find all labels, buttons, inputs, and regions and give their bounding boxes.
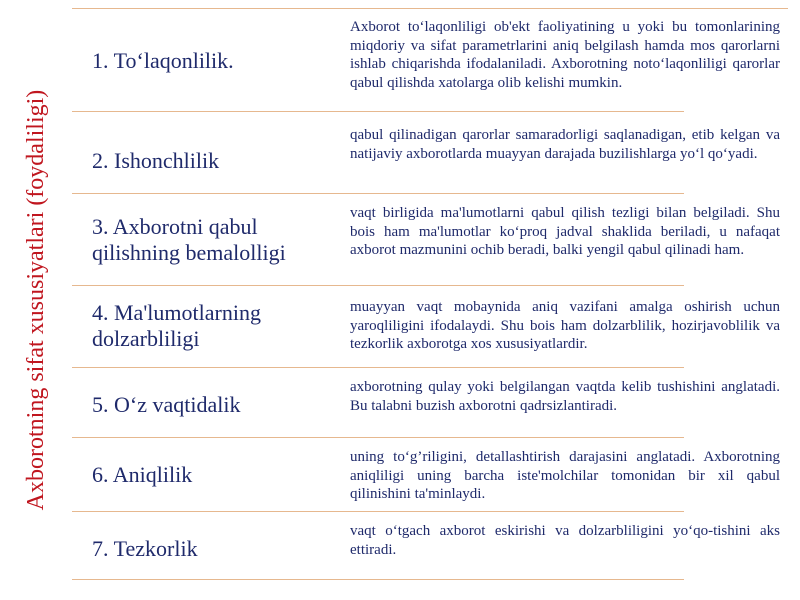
- item-title: 4. Ma'lumotlarning dolzarbliligi: [92, 300, 261, 351]
- properties-table: [72, 8, 788, 580]
- side-title: [16, 20, 56, 580]
- item-title: 3. Axborotni qabul qilishning bemalolligi: [92, 214, 286, 265]
- table-row: [72, 512, 788, 580]
- item-description: qabul qilinadigan qarorlar samaradorligi saqlanadigan, etib kelgan va natijaviy axborotlarda muayyan darajada buzilishlarga yo‘l qo‘yadi.: [350, 127, 780, 162]
- item-title: 1. To‘laqonlilik.: [92, 48, 234, 73]
- item-description: uning to‘g’riligini, detallashtirish darajasini anglatadi. Axborotning aniqliligi uning barcha iste'molchilar tomonidan bir xil qabul qilinishini ta'minlaydi.: [350, 449, 780, 502]
- table-row: [72, 438, 788, 512]
- table-row: [72, 112, 788, 194]
- item-description: axborotning qulay yoki belgilangan vaqtda kelib tushishini anglatadi. Bu talabni buzish axborotni qadrsizlantiradi.: [350, 379, 780, 414]
- item-title: 5. O‘z vaqtidalik: [92, 392, 241, 417]
- item-title: 2. Ishonchlilik: [92, 148, 220, 173]
- table-row: [72, 286, 788, 368]
- item-description: Axborot to‘laqonliligi ob'ekt faoliyatining u yoki bu tomonlarining miqdoriy va sifat parametrlarini aniq belgilash hamda mos qarorlarni ishlab chiqarishda ifodalaniladi. Axborotning noto‘laqonliligi qarorlar qabul qilishda xatolarga olib kelishi mumkin.: [350, 19, 780, 91]
- table-row: [72, 368, 788, 438]
- table-row: [72, 8, 788, 112]
- row-divider: [72, 579, 684, 580]
- item-description: muayyan vaqt mobaynida aniq vazifani amalga oshirish uchun yaroqliligini ifodalaydi. Shu bois ham dolzarblilik, hozirjavoblilik va tezkorlik axborotga xos xususiyatlardir.: [350, 299, 780, 352]
- table-row: [72, 194, 788, 286]
- item-description: vaqt birligida ma'lumotlarni qabul qilish tezligi bilan belgiladi. Shu bois ham ma'lumotlar ko‘proq jadval shaklida beriladi, u nafaqat axborot mazmunini ochib beradi, balki yengil qabul qilinadi ham.: [350, 205, 780, 258]
- side-title-text: Axborotning sifat xususiyatlari (foydaliligi): [23, 89, 49, 511]
- item-title: 6. Aniqlilik: [92, 462, 193, 487]
- item-description: vaqt o‘tgach axborot eskirishi va dolzarbliligini yo‘qo-tishini aks ettiradi.: [350, 523, 780, 558]
- item-title: 7. Tezkorlik: [92, 536, 198, 561]
